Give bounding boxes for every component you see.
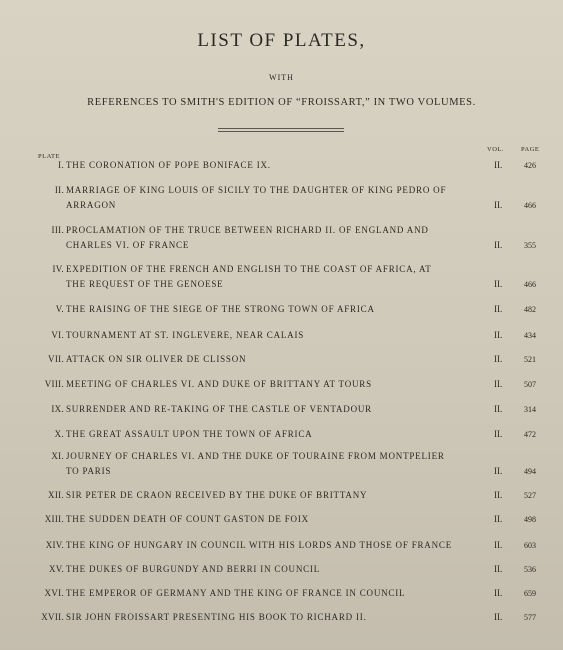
- plate-page-number: 603: [524, 541, 536, 550]
- plate-number: VI.: [51, 330, 64, 340]
- plate-volume: II.: [494, 200, 503, 210]
- plate-volume: II.: [494, 490, 503, 500]
- plate-title-line: EXPEDITION OF THE FRENCH AND ENGLISH TO THE COAST OF AFRICA, AT: [66, 264, 432, 274]
- plate-volume: II.: [494, 429, 503, 439]
- plate-volume: II.: [494, 564, 503, 574]
- plate-page-number: 507: [524, 380, 536, 389]
- plate-number: XIII.: [44, 514, 64, 524]
- plate-volume: II.: [494, 466, 503, 476]
- references-subtitle: REFERENCES TO SMITH'S EDITION OF “FROISSART,” IN TWO VOLUMES.: [87, 97, 476, 108]
- plate-page-number: 434: [524, 331, 536, 340]
- plate-volume: II.: [494, 379, 503, 389]
- plate-page-number: 498: [524, 515, 536, 524]
- plate-page-number: 466: [524, 201, 536, 210]
- plate-number: I.: [58, 160, 64, 170]
- plate-number: VIII.: [44, 379, 64, 389]
- plate-number: VII.: [48, 354, 64, 364]
- page-column-header: PAGE: [521, 146, 540, 153]
- vol-column-header: VOL.: [487, 146, 504, 153]
- plate-page-number: 466: [524, 280, 536, 289]
- plate-page-number: 314: [524, 405, 536, 414]
- plate-volume: II.: [494, 279, 503, 289]
- plate-number: XVII.: [41, 612, 64, 622]
- plate-number: XI.: [51, 451, 64, 461]
- plate-number: XIV.: [45, 540, 64, 550]
- plate-title-line: THE KING OF HUNGARY IN COUNCIL WITH HIS LORDS AND THOSE OF FRANCE: [66, 540, 453, 550]
- plate-title-line: TO PARIS: [66, 466, 112, 476]
- plate-number: IV.: [52, 264, 64, 274]
- plate-volume: II.: [494, 304, 503, 314]
- plate-number: II.: [54, 185, 64, 195]
- plate-volume: II.: [494, 354, 503, 364]
- page-title: LIST OF PLATES,: [197, 30, 366, 51]
- plate-page-number: 472: [524, 430, 536, 439]
- plate-number: X.: [54, 429, 64, 439]
- plate-number: III.: [51, 225, 64, 235]
- plate-number: IX.: [51, 404, 64, 414]
- plate-title-line: CHARLES VI. OF FRANCE: [66, 240, 190, 250]
- plate-volume: II.: [494, 514, 503, 524]
- plate-page-number: 355: [524, 241, 536, 250]
- plate-volume: II.: [494, 404, 503, 414]
- plate-page-number: 577: [524, 613, 536, 622]
- plate-title-line: MARRIAGE OF KING LOUIS OF SICILY TO THE DAUGHTER OF KING PEDRO OF: [66, 185, 447, 195]
- plate-number: V.: [55, 304, 64, 314]
- plate-title-line: THE EMPEROR OF GERMANY AND THE KING OF FRANCE IN COUNCIL: [66, 588, 406, 598]
- plate-volume: II.: [494, 160, 503, 170]
- plate-page-number: 482: [524, 305, 536, 314]
- double-rule-divider: [218, 128, 344, 132]
- plate-column-header: PLATE: [38, 153, 60, 160]
- plate-title-line: SIR PETER DE CRAON RECEIVED BY THE DUKE OF BRITTANY: [66, 490, 368, 500]
- plate-title-line: THE GREAT ASSAULT UPON THE TOWN OF AFRICA: [66, 429, 313, 439]
- plate-page-number: 521: [524, 355, 536, 364]
- plate-title-line: JOURNEY OF CHARLES VI. AND THE DUKE OF TOURAINE FROM MONTPELIER: [66, 451, 445, 461]
- plate-title-line: ARRAGON: [66, 200, 117, 210]
- plate-page-number: 536: [524, 565, 536, 574]
- plate-title-line: THE REQUEST OF THE GENOESE: [66, 279, 224, 289]
- plate-number: XVI.: [44, 588, 64, 598]
- plate-volume: II.: [494, 240, 503, 250]
- plate-page-number: 426: [524, 161, 536, 170]
- plate-number: XII.: [48, 490, 64, 500]
- plate-title-line: SIR JOHN FROISSART PRESENTING HIS BOOK TO RICHARD II.: [66, 612, 367, 622]
- plate-page-number: 527: [524, 491, 536, 500]
- plate-title-line: PROCLAMATION OF THE TRUCE BETWEEN RICHARD II. OF ENGLAND AND: [66, 225, 429, 235]
- plate-title-line: SURRENDER AND RE-TAKING OF THE CASTLE OF VENTADOUR: [66, 404, 372, 414]
- plate-title-line: TOURNAMENT AT ST. INGLEVERE, NEAR CALAIS: [66, 330, 305, 340]
- plate-volume: II.: [494, 612, 503, 622]
- plate-title-line: MEETING OF CHARLES VI. AND DUKE OF BRITTANY AT TOURS: [66, 379, 372, 389]
- plate-page-number: 659: [524, 589, 536, 598]
- plate-volume: II.: [494, 330, 503, 340]
- subtitle-with: WITH: [269, 73, 294, 82]
- plate-title-line: ATTACK ON SIR OLIVER DE CLISSON: [66, 354, 247, 364]
- plate-title-line: THE SUDDEN DEATH OF COUNT GASTON DE FOIX: [66, 514, 309, 524]
- plate-title-line: THE CORONATION OF POPE BONIFACE IX.: [66, 160, 271, 170]
- plate-volume: II.: [494, 540, 503, 550]
- plate-title-line: THE RAISING OF THE SIEGE OF THE STRONG TOWN OF AFRICA: [66, 304, 375, 314]
- plate-volume: II.: [494, 588, 503, 598]
- plate-page-number: 494: [524, 467, 536, 476]
- plate-number: XV.: [49, 564, 64, 574]
- plate-title-line: THE DUKES OF BURGUNDY AND BERRI IN COUNCIL: [66, 564, 321, 574]
